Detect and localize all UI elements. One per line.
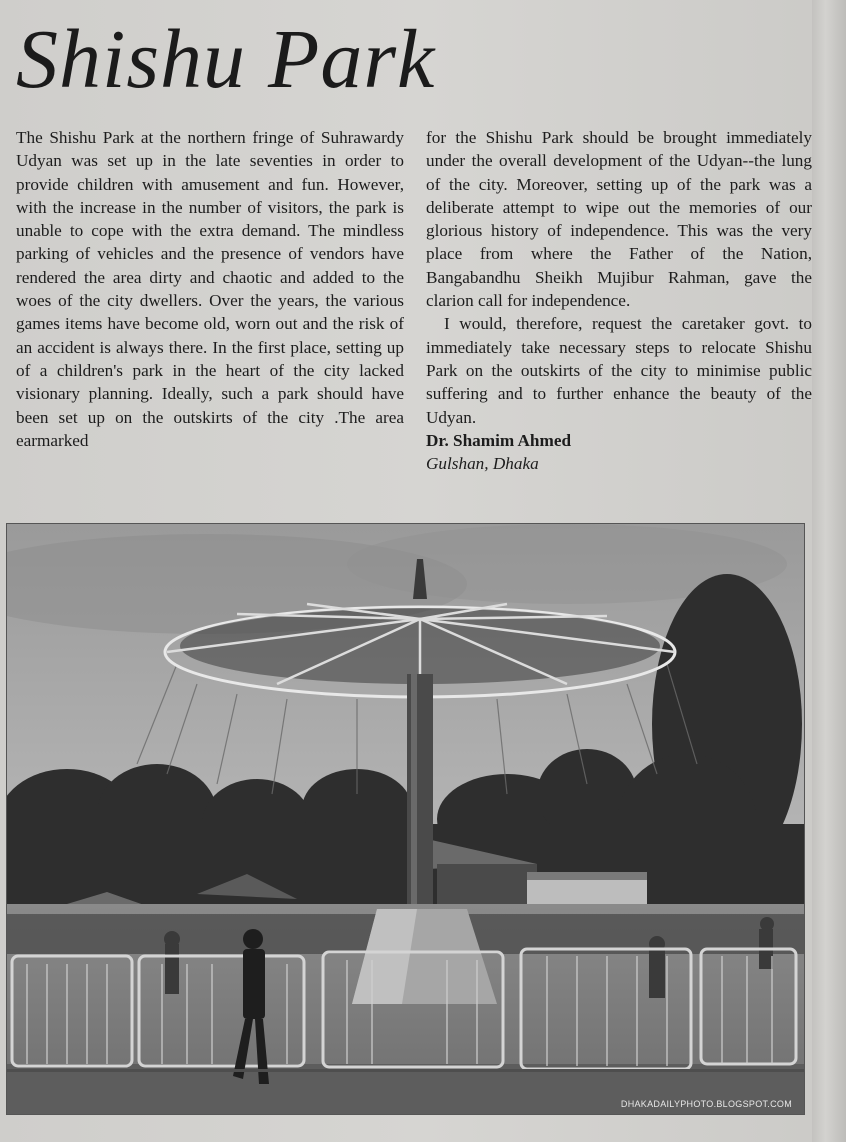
right-column [426,126,812,475]
left-column [16,126,404,452]
right-column-paragraph-1: for the Shishu Park should be brought immediately under the overall development of the Udyan--the lung of the city. Moreover, setting up of the park was a deliberate attempt to wipe out the memories of our glorious history of independence. This was the very place from where the Father of the Nation, Bangabandhu Sheikh Mujibur Rahman, gave the clarion call for independence. [426,128,812,311]
article-title: Shishu Park [16,13,436,106]
signature-location: Gulshan, Dhaka [426,454,539,474]
right-column-paragraph-2: I would, therefore, request the caretaker govt. to immediately take necessary steps to relocate Shishu Park on the outskirts of the city to minimise public suffering and to further enhance the beauty of the Udyan. [426,314,812,427]
signature-name: Dr. Shamim Ahmed [426,430,572,450]
page-edge [812,0,846,1142]
photo-credit: DHAKADAILYPHOTO.BLOGSPOT.COM [620,1099,792,1109]
park-photo [6,523,805,1115]
left-column-text: The Shishu Park at the northern fringe of Suhrawardy Udyan was set up in the late seventies in order to provide children with amusement and fun. However, with the increase in the number of visitors, the park is unable to cope with the extra demand. The mindless parking of vehicles and the presence of vendors have rendered the area dirty and chaotic and added to the woes of the city dwellers. Over the years, the various games items have become old, worn out and the risk of an accident is always there. In the first place, setting up of a children's park in the heart of the city lacked visionary planning. Ideally, such a park should have been set up on the outskirts of the city .The area earmarked [16,128,404,450]
carousel-ride-illustration [7,524,804,1114]
